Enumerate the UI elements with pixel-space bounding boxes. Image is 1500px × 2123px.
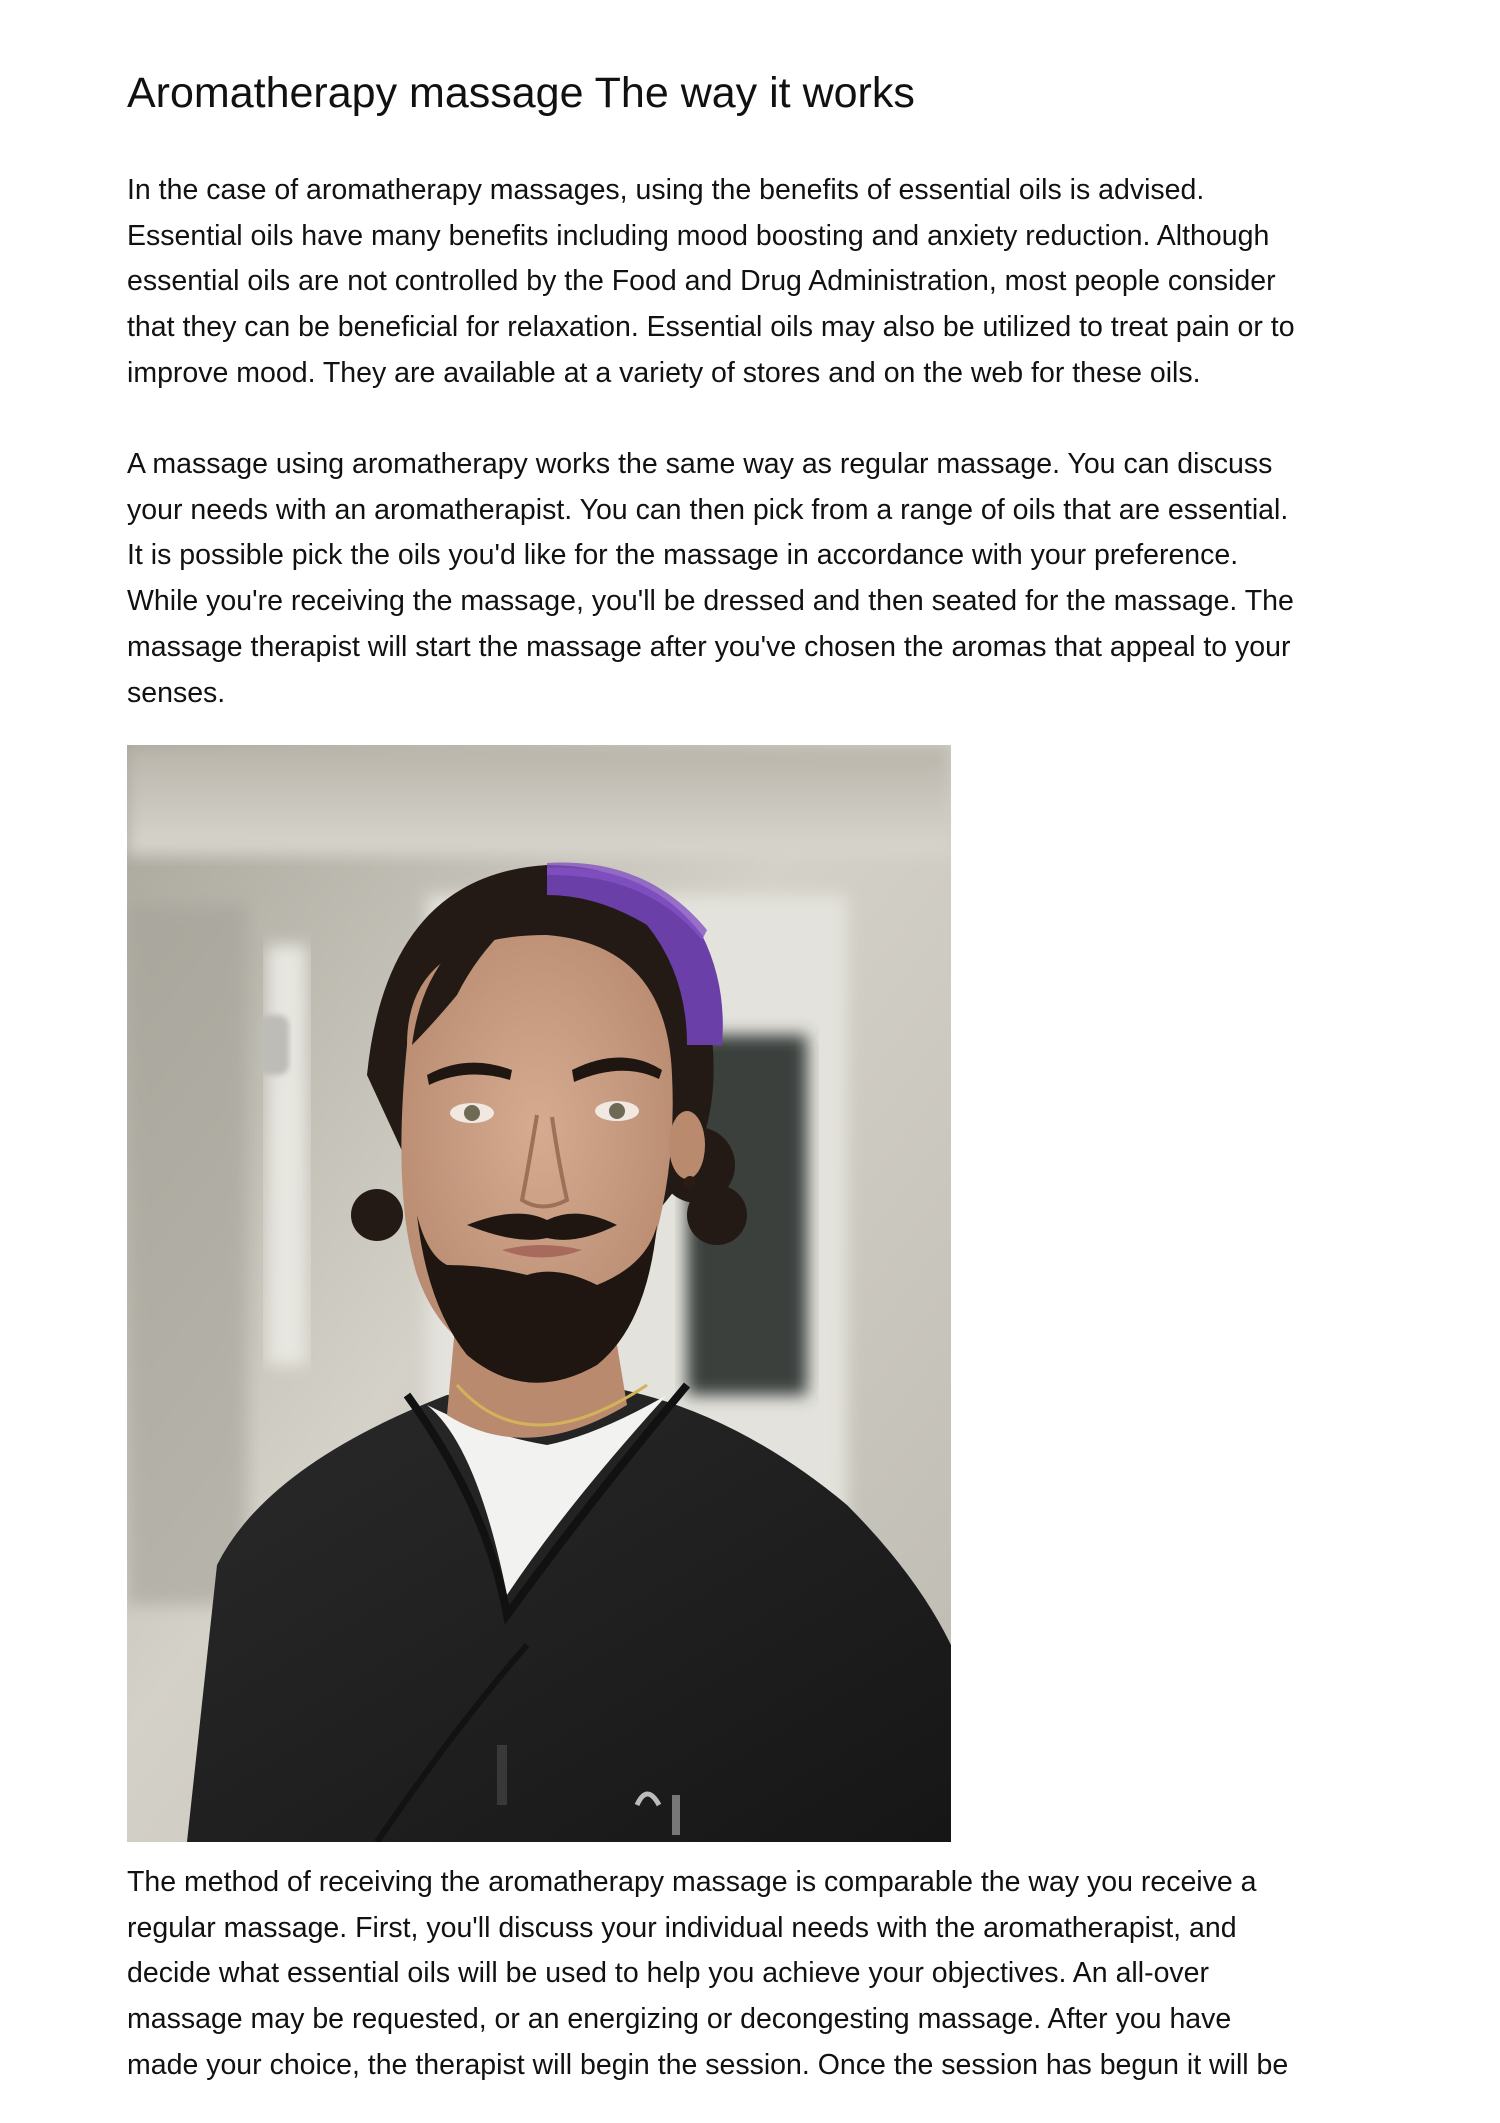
portrait-illustration xyxy=(127,745,951,1842)
paragraph-2 xyxy=(127,442,1387,716)
paragraph-line: improve mood. They are available at a variety of stores and on the web for these oils. xyxy=(127,356,1201,389)
paragraph-line: In the case of aromatherapy massages, using the benefits of essential oils is advised. xyxy=(127,174,1205,206)
paragraph-line: regular massage. First, you'll discuss your individual needs with the aromatherapist, and xyxy=(127,1911,1237,1944)
page-title: Aromatherapy massage The way it works xyxy=(127,69,915,117)
paragraph-line: that they can be beneficial for relaxation. Essential oils may also be utilized to treat pain or to xyxy=(127,311,1295,344)
paragraph-line: decide what essential oils will be used to help you achieve your objectives. An all-over xyxy=(127,1957,1210,1990)
portrait-photo xyxy=(127,745,951,1842)
paragraph-line: essential oils are not controlled by the Food and Drug Administration, most people consider xyxy=(127,265,1276,298)
paragraph-1 xyxy=(127,168,1387,397)
paragraph-line: senses. xyxy=(127,676,226,709)
paragraph-3 xyxy=(127,1860,1387,2089)
paragraph-line: A massage using aromatherapy works the same way as regular massage. You can discuss xyxy=(127,448,1273,480)
paragraph-line: massage may be requested, or an energizing or decongesting massage. After you have xyxy=(127,2003,1232,2036)
paragraph-line: your needs with an aromatherapist. You can then pick from a range of oils that are essential. xyxy=(127,493,1289,526)
paragraph-line: made your choice, the therapist will begin the session. Once the session has begun it will be xyxy=(127,2048,1289,2081)
paragraph-line: The method of receiving the aromatherapy massage is comparable the way you receive a xyxy=(127,1866,1257,1898)
paragraph-line: massage therapist will start the massage after you've chosen the aromas that appeal to your xyxy=(127,630,1291,663)
paragraph-line: While you're receiving the massage, you'll be dressed and then seated for the massage. The xyxy=(127,585,1294,618)
paragraph-line: Essential oils have many benefits including mood boosting and anxiety reduction. Although xyxy=(127,219,1270,252)
paragraph-line: It is possible pick the oils you'd like for the massage in accordance with your preference. xyxy=(127,539,1239,572)
